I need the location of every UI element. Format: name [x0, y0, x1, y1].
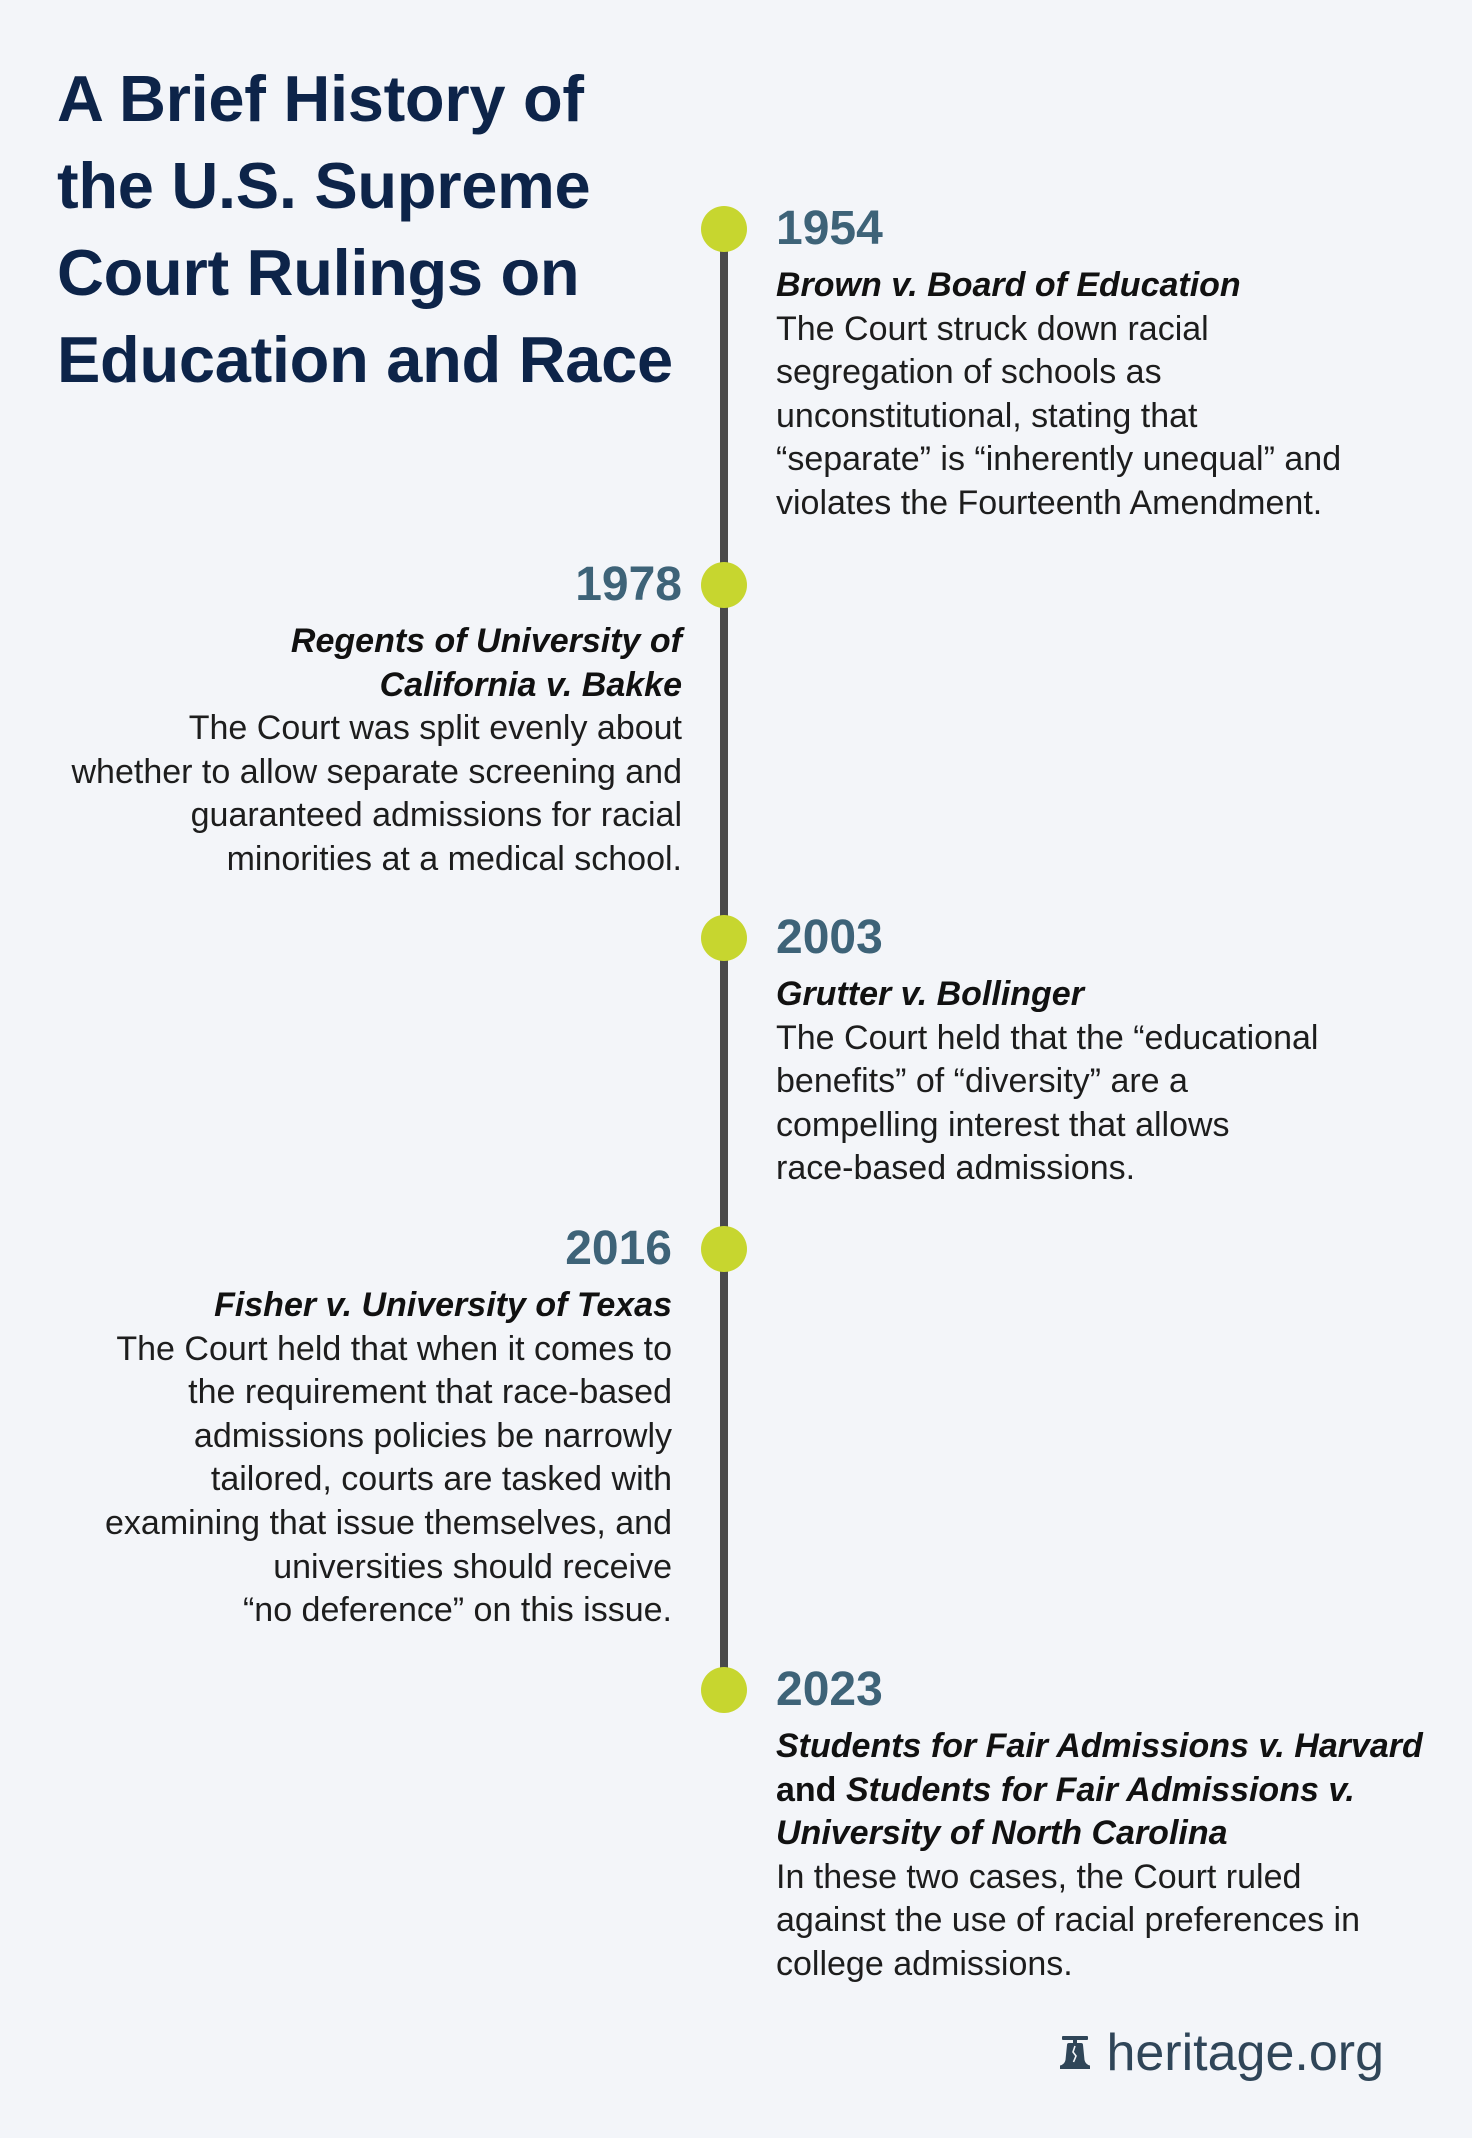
- case-name-line: Brown v. Board of Education: [776, 266, 1241, 304]
- description-line: guaranteed admissions for racial: [190, 796, 682, 835]
- entry-description: [776, 1017, 1318, 1191]
- description-line: “no deference” on this issue.: [242, 1591, 672, 1630]
- case-name-line: Students for Fair Admissions v. Harvard: [776, 1727, 1423, 1765]
- timeline-entry-1954: [776, 201, 1341, 526]
- description-line: the requirement that race-based: [188, 1373, 672, 1412]
- title-line: A Brief History of: [57, 62, 584, 135]
- description-line: The Court held that the “educational: [776, 1018, 1319, 1057]
- case-name-line: [776, 1769, 1423, 1813]
- logo-text: heritage.org: [1106, 2024, 1384, 2082]
- description-line: The Court held that when it comes to: [116, 1329, 672, 1368]
- case-name-line: Grutter v. Bollinger: [776, 975, 1084, 1013]
- entry-description: [105, 1328, 672, 1633]
- case-name: [776, 1725, 1423, 1856]
- description-line: The Court was split evenly about: [188, 709, 682, 748]
- description-line: minorities at a medical school.: [226, 839, 682, 878]
- description-line: examining that issue themselves, and: [105, 1503, 672, 1542]
- title-line: Education and Race: [57, 323, 673, 396]
- timeline-entry-1978: [72, 557, 683, 882]
- description-line: whether to allow separate screening and: [71, 752, 682, 791]
- description-line: admissions policies be narrowly: [193, 1416, 672, 1455]
- case-name: [776, 973, 1318, 1017]
- description-line: tailored, courts are tasked with: [210, 1460, 672, 1499]
- timeline-dot-1978: [701, 562, 747, 608]
- title-line: the U.S. Supreme: [57, 149, 591, 222]
- description-line: violates the Fourteenth Amendment.: [776, 483, 1323, 522]
- description-line: The Court struck down racial: [776, 309, 1209, 348]
- description-line: segregation of schools as: [776, 353, 1162, 392]
- timeline-entry-2003: [776, 910, 1318, 1191]
- entry-year: 2003: [776, 911, 883, 964]
- timeline-entry-2016: [105, 1221, 672, 1633]
- description-line: universities should receive: [273, 1547, 672, 1586]
- description-line: benefits” of “diversity” are a: [776, 1062, 1188, 1101]
- heritage-logo: [1058, 2023, 1384, 2083]
- case-name-text: Students for Fair Admissions v.: [845, 1770, 1355, 1809]
- case-name: [72, 620, 683, 707]
- title-line: Court Rulings on: [57, 236, 580, 309]
- description-line: unconstitutional, stating that: [776, 396, 1198, 435]
- case-name-line: Fisher v. University of Texas: [214, 1286, 672, 1324]
- entry-year: 1954: [776, 202, 883, 255]
- description-line: against the use of racial preferences in: [776, 1901, 1361, 1940]
- page-title: [57, 55, 673, 403]
- case-name-line: California v. Bakke: [379, 665, 682, 704]
- liberty-bell-icon: [1058, 2035, 1092, 2071]
- entry-description: [72, 707, 683, 881]
- case-name-line: University of North Carolina: [776, 1814, 1228, 1853]
- description-line: “separate” is “inherently unequal” and: [776, 440, 1342, 479]
- entry-year: 1978: [575, 558, 682, 611]
- timeline-dot-2016: [701, 1226, 747, 1272]
- timeline-entry-2023: [776, 1662, 1423, 1987]
- description-line: race-based admissions.: [776, 1149, 1136, 1188]
- case-name: [105, 1284, 672, 1328]
- case-name-line: Regents of University of: [290, 622, 682, 660]
- timeline-dot-2003: [701, 915, 747, 961]
- entry-year: 2016: [565, 1222, 672, 1275]
- entry-year: 2023: [776, 1663, 883, 1716]
- entry-description: [776, 1856, 1423, 1987]
- case-connector: and: [776, 1770, 837, 1809]
- description-line: In these two cases, the Court ruled: [776, 1857, 1302, 1896]
- entry-description: [776, 308, 1341, 526]
- case-name: [776, 264, 1341, 308]
- timeline-dot-1954: [701, 206, 747, 252]
- description-line: college admissions.: [776, 1944, 1073, 1983]
- description-line: compelling interest that allows: [776, 1105, 1230, 1144]
- timeline-dot-2023: [701, 1667, 747, 1713]
